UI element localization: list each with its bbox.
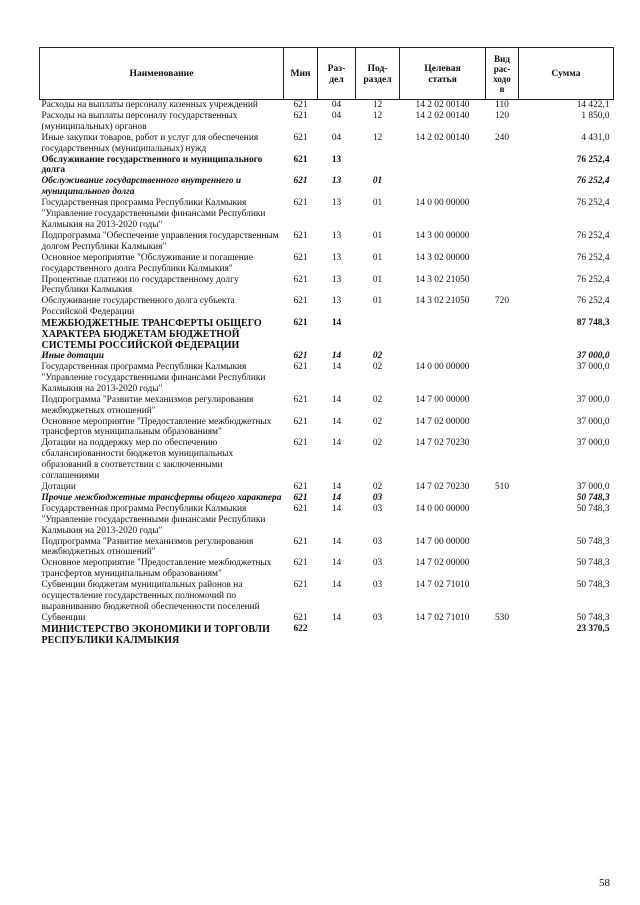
- cell-vid: [486, 537, 519, 559]
- cell-target: 14 2 02 00140: [415, 132, 470, 143]
- cell-razdel: 14: [331, 612, 342, 623]
- table-row: [40, 231, 614, 253]
- cell-name: Основное мероприятие "Предоставление межбюджетных трансфертов муниципальным образованиям": [41, 558, 272, 580]
- cell-min: 621: [293, 230, 308, 241]
- cell-vid: [486, 504, 519, 537]
- cell-name: Иные дотации: [41, 351, 104, 362]
- cell-podrazdel: 02: [372, 482, 383, 492]
- table-row: [40, 613, 614, 624]
- cell-sum: 23 370,5: [576, 623, 610, 634]
- cell-razdel: [318, 624, 356, 646]
- cell-vid: [486, 558, 519, 580]
- cell-target: 14 7 02 71010: [415, 580, 470, 591]
- cell-target: 14 0 00 00000: [415, 503, 470, 514]
- cell-target: 14 0 00 00000: [415, 362, 470, 373]
- cell-vid: [486, 438, 519, 482]
- cell-podrazdel: 03: [372, 492, 383, 503]
- cell-podrazdel: 02: [372, 438, 383, 449]
- cell-razdel: 04: [331, 110, 342, 121]
- cell-vid: [486, 253, 519, 275]
- cell-razdel: 14: [331, 482, 342, 492]
- cell-vid: [486, 417, 519, 439]
- table-row: [40, 111, 614, 133]
- cell-podrazdel: 02: [372, 362, 383, 373]
- cell-min: 621: [293, 394, 308, 405]
- cell-razdel: 04: [331, 132, 342, 143]
- cell-target: [400, 351, 486, 362]
- header-sum: Сумма: [519, 48, 614, 100]
- cell-podrazdel: 01: [372, 198, 383, 209]
- table-row: [40, 438, 614, 482]
- cell-name: Основное мероприятие "Предоставление межбюджетных трансфертов муниципальным образованиям": [41, 416, 272, 438]
- cell-sum: 87 748,3: [576, 318, 610, 329]
- cell-name: Дотации: [41, 482, 76, 492]
- cell-min: 621: [293, 110, 308, 121]
- cell-min: 621: [293, 536, 308, 547]
- cell-name: Расходы на выплаты персоналу казенных учреждений: [41, 100, 258, 110]
- cell-target: 14 2 02 00140: [415, 110, 470, 121]
- cell-razdel: 14: [331, 394, 342, 405]
- cell-name: Подпрограмма "Обеспечение управления государственным долгом Республики Калмыкия": [41, 230, 279, 252]
- cell-target: 14 7 00 00000: [415, 394, 470, 405]
- cell-podrazdel: 01: [372, 176, 383, 187]
- table-row: [40, 275, 614, 297]
- cell-target: [400, 624, 486, 646]
- cell-name: Расходы на выплаты персоналу государственных (муниципальных) органов: [41, 110, 238, 132]
- cell-podrazdel: 02: [372, 351, 383, 362]
- cell-razdel: 13: [331, 252, 342, 263]
- cell-podrazdel: 03: [372, 612, 383, 623]
- cell-vid: [486, 493, 519, 504]
- cell-vid: 720: [494, 296, 510, 307]
- cell-sum: 50 748,3: [576, 580, 610, 591]
- cell-name: Иные закупки товаров, работ и услуг для обеспечения государственных (муниципальных) нужд: [41, 132, 259, 154]
- cell-min: 621: [293, 154, 308, 165]
- cell-podrazdel: [356, 318, 400, 351]
- cell-vid: [486, 155, 519, 177]
- cell-vid: [486, 231, 519, 253]
- cell-name: МИНИСТЕРСТВО ЭКОНОМИКИ И ТОРГОВЛИ РЕСПУБЛИКИ КАЛМЫКИЯ: [41, 623, 270, 646]
- cell-vid: 530: [494, 612, 510, 623]
- cell-sum: 37 000,0: [576, 394, 610, 405]
- cell-vid: [486, 275, 519, 297]
- table-row: [40, 176, 614, 198]
- cell-vid: 110: [495, 100, 509, 110]
- cell-target: 14 7 02 70230: [415, 438, 470, 449]
- cell-sum: 37 000,0: [576, 351, 610, 362]
- table-header-row: [40, 48, 614, 100]
- cell-podrazdel: 03: [372, 558, 383, 569]
- cell-razdel: 13: [331, 154, 342, 165]
- table-row: [40, 624, 614, 646]
- cell-vid: [486, 318, 519, 351]
- cell-podrazdel: [356, 624, 400, 646]
- cell-sum: 76 252,4: [576, 154, 610, 165]
- cell-target: [400, 493, 486, 504]
- cell-podrazdel: 12: [372, 132, 383, 143]
- cell-vid: [486, 580, 519, 613]
- table-row: [40, 351, 614, 362]
- cell-min: 621: [293, 416, 308, 427]
- cell-name: Подпрограмма "Развитие механизмов регулирования межбюджетных отношений": [41, 394, 254, 416]
- cell-sum: 76 252,4: [576, 252, 610, 263]
- table-row: [40, 504, 614, 537]
- cell-name: Субвенции: [41, 612, 86, 623]
- cell-min: 621: [293, 318, 308, 329]
- cell-vid: [486, 351, 519, 362]
- cell-podrazdel: 03: [372, 580, 383, 591]
- table-row: [40, 395, 614, 417]
- cell-target: 14 7 02 70230: [415, 482, 470, 492]
- cell-name: Процентные платежи по государственному долгу Республики Калмыкия: [41, 274, 239, 296]
- table-row: [40, 537, 614, 559]
- cell-min: 621: [293, 362, 308, 373]
- table-row: [40, 253, 614, 275]
- cell-min: 621: [293, 558, 308, 569]
- cell-min: 621: [293, 296, 308, 307]
- cell-min: 621: [293, 274, 308, 285]
- cell-vid: [486, 176, 519, 198]
- cell-sum: 50 748,3: [576, 612, 610, 623]
- cell-min: 621: [293, 503, 308, 514]
- cell-min: 621: [293, 176, 308, 187]
- cell-target: [400, 318, 486, 351]
- cell-name: Государственная программа Республики Калмыкия "Управление государственными финансами Республики Калмыкия на 2013-2020 годы": [41, 198, 266, 230]
- cell-sum: 50 748,3: [576, 558, 610, 569]
- cell-podrazdel: 12: [372, 110, 383, 121]
- table-row: [40, 417, 614, 439]
- cell-sum: 37 000,0: [576, 438, 610, 449]
- cell-name: Обслуживание государственного и муниципального долга: [41, 154, 263, 176]
- cell-name: МЕЖБЮДЖЕТНЫЕ ТРАНСФЕРТЫ ОБЩЕГО ХАРАКТЕРА БЮДЖЕТАМ БЮДЖЕТНОЙ СИСТЕМЫ РОССИЙСКОЙ ФЕДЕРАЦИИ: [41, 318, 262, 352]
- cell-name: Обслуживание государственного внутреннего и муниципального долга: [41, 176, 242, 198]
- table-row: [40, 558, 614, 580]
- cell-razdel: 14: [331, 558, 342, 569]
- cell-vid: [486, 395, 519, 417]
- cell-name: Подпрограмма "Развитие механизмов регулирования межбюджетных отношений": [41, 536, 254, 558]
- cell-sum: 14 422,1: [576, 100, 610, 110]
- table-row: [40, 580, 614, 613]
- cell-target: [400, 155, 486, 177]
- cell-vid: 510: [494, 482, 510, 492]
- cell-podrazdel: [356, 155, 400, 177]
- cell-min: 621: [293, 438, 308, 449]
- cell-min: 621: [293, 612, 308, 623]
- cell-name: Основное мероприятие "Обслуживание и погашение государственного долга Республики Калмыкия": [41, 252, 253, 274]
- cell-target: 14 3 00 00000: [415, 230, 470, 241]
- cell-razdel: 13: [331, 198, 342, 209]
- cell-min: 622: [293, 623, 308, 634]
- cell-target: 14 7 02 00000: [415, 558, 470, 569]
- cell-podrazdel: 01: [372, 274, 383, 285]
- cell-razdel: 14: [331, 362, 342, 373]
- cell-vid: 120: [494, 110, 510, 121]
- page-number: 58: [599, 877, 610, 889]
- cell-target: 14 7 02 00000: [415, 416, 470, 427]
- cell-min: 621: [293, 132, 308, 143]
- cell-name: Обслуживание государственного долга субъекта Российской Федерации: [41, 296, 235, 318]
- cell-vid: [486, 362, 519, 395]
- cell-razdel: 14: [331, 318, 342, 329]
- cell-vid: 240: [494, 132, 510, 143]
- cell-name: Дотации на поддержку мер по обеспечению сбалансированности бюджетов муниципальных образований в соответствии с заключенными соглашениями: [41, 438, 234, 482]
- table-row: [40, 296, 614, 318]
- table-row: [40, 198, 614, 231]
- table-row: [40, 100, 614, 111]
- cell-podrazdel: 12: [372, 100, 383, 110]
- cell-min: 621: [293, 252, 308, 263]
- cell-podrazdel: 01: [372, 230, 383, 241]
- cell-sum: 37 000,0: [576, 362, 610, 373]
- cell-sum: 4 431,0: [581, 132, 610, 143]
- cell-sum: 50 748,3: [576, 503, 610, 514]
- cell-razdel: 13: [331, 176, 342, 187]
- cell-name: Государственная программа Республики Калмыкия "Управление государственными финансами Республики Калмыкия на 2013-2020 годы": [41, 362, 266, 394]
- cell-sum: 1 850,0: [581, 110, 610, 121]
- cell-podrazdel: 02: [372, 394, 383, 405]
- cell-razdel: 14: [331, 580, 342, 591]
- header-name: Наименование: [40, 48, 284, 100]
- cell-podrazdel: 03: [372, 536, 383, 547]
- cell-sum: 37 000,0: [576, 482, 610, 492]
- cell-target: [400, 176, 486, 198]
- cell-target: 14 3 02 21050: [415, 296, 470, 307]
- cell-target: 14 7 02 71010: [415, 612, 470, 623]
- cell-razdel: 04: [331, 100, 342, 110]
- cell-sum: 76 252,4: [576, 296, 610, 307]
- cell-razdel: 14: [331, 492, 342, 503]
- cell-name: Субвенции бюджетам муниципальных районов на осуществление государственных полномочий по выравниванию бюджетной обеспеченности поселений: [41, 580, 260, 612]
- table-row: [40, 133, 614, 155]
- cell-razdel: 13: [331, 230, 342, 241]
- cell-target: 14 0 00 00000: [415, 198, 470, 209]
- cell-razdel: 13: [331, 274, 342, 285]
- table-row: [40, 493, 614, 504]
- cell-min: 621: [293, 492, 308, 503]
- header-podrazdel: Под- раздел: [356, 48, 400, 100]
- header-razdel: Раз- дел: [318, 48, 356, 100]
- cell-target: 14 2 02 00140: [415, 100, 470, 110]
- cell-podrazdel: 02: [372, 416, 383, 427]
- table-row: [40, 318, 614, 351]
- cell-target: 14 3 02 21050: [415, 274, 470, 285]
- budget-table: [39, 47, 614, 646]
- table-body: [40, 100, 614, 646]
- cell-podrazdel: 01: [372, 296, 383, 307]
- cell-sum: 76 252,4: [576, 230, 610, 241]
- cell-min: 621: [293, 198, 308, 209]
- header-target: Целевая статья: [400, 48, 486, 100]
- cell-target: 14 7 00 00000: [415, 536, 470, 547]
- cell-razdel: 14: [331, 416, 342, 427]
- cell-razdel: 14: [331, 351, 342, 362]
- cell-sum: 37 000,0: [576, 416, 610, 427]
- header-min: Мин: [284, 48, 318, 100]
- cell-vid: [486, 198, 519, 231]
- cell-target: 14 3 02 00000: [415, 252, 470, 263]
- cell-sum: 50 748,3: [576, 492, 610, 503]
- table-row: [40, 155, 614, 177]
- cell-name: Государственная программа Республики Калмыкия "Управление государственными финансами Республики Калмыкия на 2013-2020 годы": [41, 503, 266, 536]
- cell-min: 621: [293, 580, 308, 591]
- cell-razdel: 14: [331, 503, 342, 514]
- cell-sum: 76 252,4: [576, 176, 610, 187]
- cell-razdel: 14: [331, 536, 342, 547]
- cell-podrazdel: 01: [372, 252, 383, 263]
- cell-min: 621: [293, 482, 308, 492]
- cell-min: 621: [293, 351, 308, 362]
- cell-sum: 50 748,3: [576, 536, 610, 547]
- header-vid: Вид рас- ходо в: [486, 48, 519, 100]
- cell-razdel: 14: [331, 438, 342, 449]
- cell-min: 621: [293, 100, 308, 110]
- table-row: [40, 362, 614, 395]
- cell-sum: 76 252,4: [576, 274, 610, 285]
- cell-name: Прочие межбюджетные трансферты общего характера: [41, 492, 282, 503]
- table-row: [40, 482, 614, 493]
- cell-podrazdel: 03: [372, 503, 383, 514]
- cell-sum: 76 252,4: [576, 198, 610, 209]
- cell-vid: [486, 624, 519, 646]
- cell-razdel: 13: [331, 296, 342, 307]
